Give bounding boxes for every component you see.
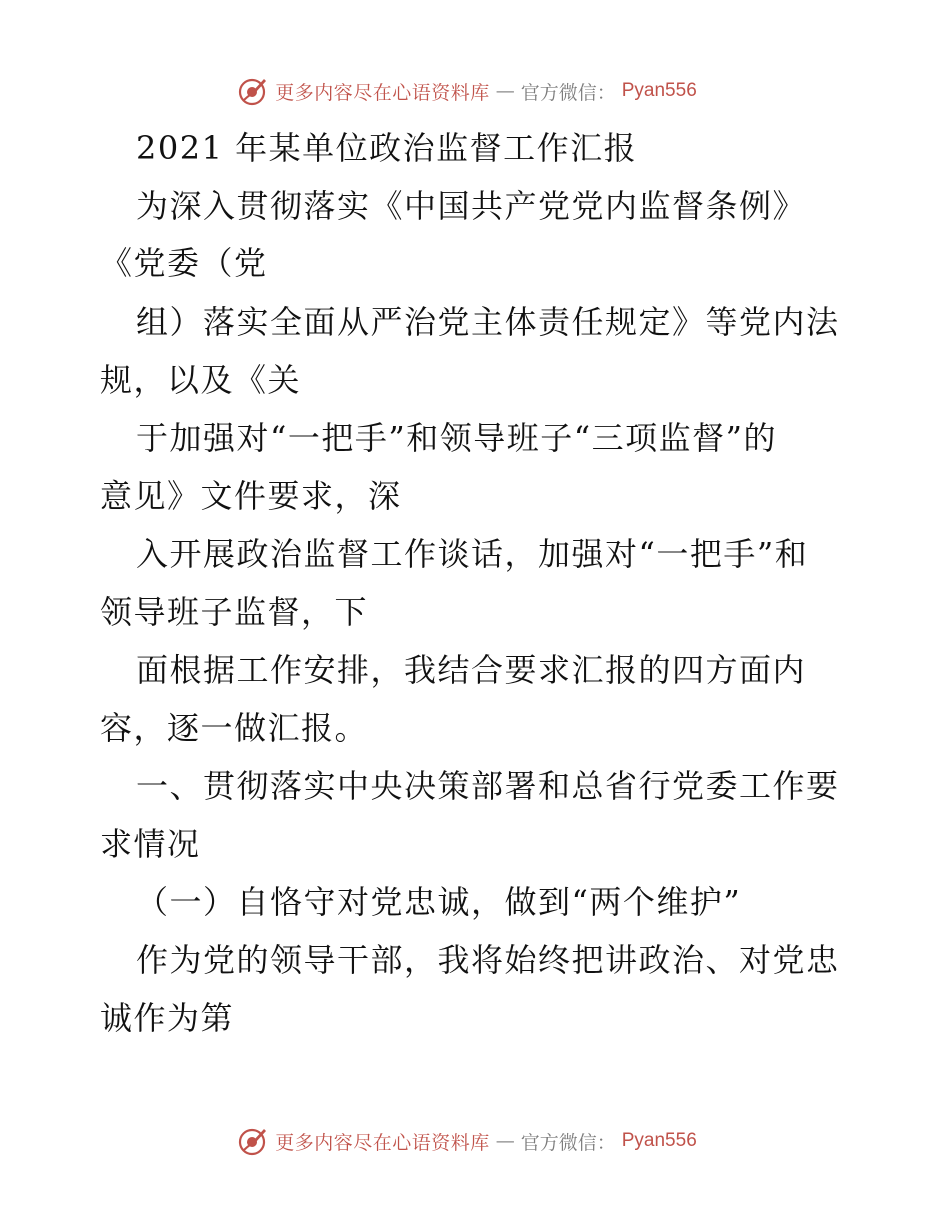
paragraph-line: 领导班子监督，下 [100, 593, 369, 631]
section-heading-line: 一、贯彻落实中央决策部署和总省行党委工作要 [136, 767, 840, 805]
paragraph-line: 《党委（党 [100, 244, 268, 282]
watermark-separator: — [495, 80, 515, 102]
watermark-group [237, 75, 697, 107]
watermark-official-label: 官方微信： [520, 81, 616, 104]
watermark-wechat-id: Pyan556 [621, 80, 697, 101]
watermark-wechat-id: Pyan556 [621, 1130, 697, 1151]
pen-nib-logo-icon [237, 75, 269, 107]
paragraph-line: 容，逐一做汇报。 [100, 709, 369, 747]
header-watermark [0, 74, 950, 108]
paragraph-line: 诚作为第 [100, 999, 235, 1037]
section-heading-line: 求情况 [100, 825, 201, 863]
paragraph-line: 规，以及《关 [100, 361, 302, 399]
paragraph-line: 意见》文件要求，深 [100, 477, 402, 515]
paragraph-line: 为深入贯彻落实《中国共产党党内监督条例》 [136, 187, 807, 225]
watermark-site-text: 更多内容尽在心语资料库 [275, 81, 490, 104]
watermark-official-label: 官方微信： [520, 1131, 616, 1154]
pen-nib-logo-icon [237, 1125, 269, 1157]
watermark-separator: — [495, 1130, 515, 1152]
subsection-heading: （一）自恪守对党忠诚，做到“两个维护” [136, 883, 742, 921]
paragraph-line: 入开展政治监督工作谈话，加强对“一把手”和 [136, 535, 809, 573]
document-title: 2021 年某单位政治监督工作汇报 [136, 129, 638, 167]
watermark-group [237, 1125, 697, 1157]
paragraph-line: 作为党的领导干部，我将始终把讲政治、对党忠 [136, 941, 840, 979]
watermark-site-text: 更多内容尽在心语资料库 [275, 1131, 490, 1154]
paragraph-line: 于加强对“一把手”和领导班子“三项监督”的 [136, 419, 777, 457]
paragraph-line: 组）落实全面从严治党主体责任规定》等党内法 [136, 303, 840, 341]
paragraph-line: 面根据工作安排，我结合要求汇报的四方面内 [136, 651, 807, 689]
footer-watermark [0, 1124, 950, 1158]
